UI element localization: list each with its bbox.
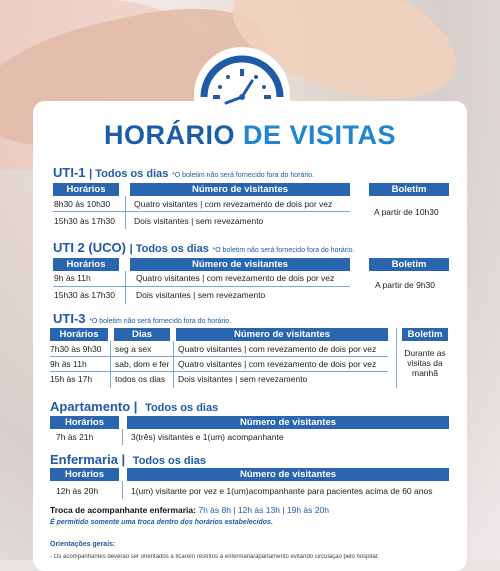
enfermaria-visitors: 1(um) visitante por vez e 1(um)acompanhante para pacientes acima de 60 anos [131,486,433,496]
uti3-col-divider-1 [110,341,111,388]
uti3-row1-time: 7h30 às 9h30 [50,344,102,354]
uti1-header-boletim: Boletim [369,183,449,196]
uti1-row1-time: 8h30 às 10h30 [54,199,111,209]
uti3-note: *O boletim não será fornecido fora do horário. [89,318,232,325]
uti2-heading [53,240,355,255]
troca-label: Troca de acompanhante enfermaria: [50,505,196,515]
uti2-boletim: A partir de 9h30 [375,280,436,290]
uti2-row1-visitors: Quatro visitantes | com revezamento de dois por vez [136,273,335,283]
title-part2: DE VISITAS [242,120,397,150]
uti3-name: UTI-3 [53,311,86,326]
uti3-boletim-line1: Durante as [404,348,446,358]
uti2-row2-time: 15h30 às 17h30 [54,290,115,300]
uti3-row1-visitors: Quatro visitantes | com revezamento de dois por vez [178,344,377,354]
uti3-row3-visitors: Dois visitantes | sem revezamento [178,374,308,384]
title-part1: HORÁRIO [103,120,235,150]
uti2-sub: | Todos os dias [129,243,209,255]
apartamento-heading [50,399,218,414]
apartamento-sub: Todos os dias [145,402,219,414]
uti2-row-divider [53,286,350,287]
uti3-row3-time: 15h às 17h [50,374,93,384]
uti1-header-visitantes: Número de visitantes [130,183,350,196]
orientacoes-text: - Os acompanhantes deverão ser orientados a ficarem restritos à enfermaria/apartamento evitando circulação pelo hospital; [50,554,379,560]
uti1-heading [53,165,314,180]
uti3-row2-visitors: Quatro visitantes | com revezamento de dois por vez [178,359,377,369]
troca-times: 7h às 8h | 12h às 13h | 19h às 20h [198,505,329,515]
uti2-row1-time: 9h às 11h [54,273,91,283]
uti3-row3-days: todos os dias [115,374,166,384]
uti3-row2-days: sab, dom e fer [115,359,170,369]
troca-line [50,505,329,515]
uti1-row2-visitors: Dois visitantes | sem revezamento [134,216,264,226]
uti1-col-divider [125,196,126,229]
uti1-note: *O boletim não será fornecido fora do horário. [172,172,315,179]
uti2-col-divider [125,271,126,304]
enfermaria-name: Enfermaria | [50,452,126,467]
apartamento-visitors: 3(três) visitantes e 1(um) acompanhante [131,432,284,442]
uti3-row1-days: seg a sex [115,344,152,354]
uti2-header-boletim: Boletim [369,258,449,271]
uti3-header-visitantes: Número de visitantes [176,328,388,341]
uti3-header-dias: Dias [114,328,170,341]
apartamento-header-horarios: Horários [50,416,119,429]
uti3-row-divider-1 [50,356,388,357]
uti1-row2-time: 15h30 às 17h30 [54,216,115,226]
uti3-boletim-line3: manhã [412,368,438,378]
uti1-boletim: A partir de 10h30 [374,207,439,217]
uti3-heading [53,311,231,326]
enfermaria-sub: Todos os dias [132,455,206,467]
uti3-col-divider-2 [173,341,174,388]
uti2-header-visitantes: Número de visitantes [130,258,350,271]
uti1-row1-visitors: Quatro visitantes | com revezamento de dois por vez [134,199,333,209]
enfermaria-header-horarios: Horários [50,468,119,481]
page-title [33,120,467,151]
uti3-row-divider-2 [50,371,388,372]
uti1-name: UTI-1 [53,165,86,180]
uti2-note: *O boletim não será fornecido fora do horário. [212,247,355,254]
apartamento-name: Apartamento | [50,399,138,414]
apartamento-time: 7h às 21h [56,432,94,442]
enfermaria-time: 12h às 20h [56,486,99,496]
uti2-header-horarios: Horários [53,258,119,271]
uti3-row2-time: 9h às 11h [50,359,87,369]
troca-note: É permitido somente uma troca dentro dos horários estabelecidos. [50,519,273,526]
apartamento-header-visitantes: Número de visitantes [127,416,449,429]
uti3-header-boletim: Boletim [402,328,448,341]
uti3-header-horarios: Horários [50,328,108,341]
uti3-boletim-line2: visitas da [407,358,443,368]
enfermaria-header-visitantes: Número de visitantes [127,468,449,481]
uti2-name: UTI 2 (UCO) [53,240,126,255]
orientacoes-title: Orientações gerais: [50,541,116,548]
uti2-row2-visitors: Dois visitantes | sem revezamento [136,290,266,300]
uti1-header-horarios: Horários [53,183,119,196]
apartamento-col-divider [122,429,123,445]
enfermaria-col-divider [122,481,123,499]
uti1-row-divider [53,211,350,212]
uti1-sub: | Todos os dias [89,168,169,180]
enfermaria-heading [50,452,206,467]
uti3-col-divider-3 [396,328,397,388]
